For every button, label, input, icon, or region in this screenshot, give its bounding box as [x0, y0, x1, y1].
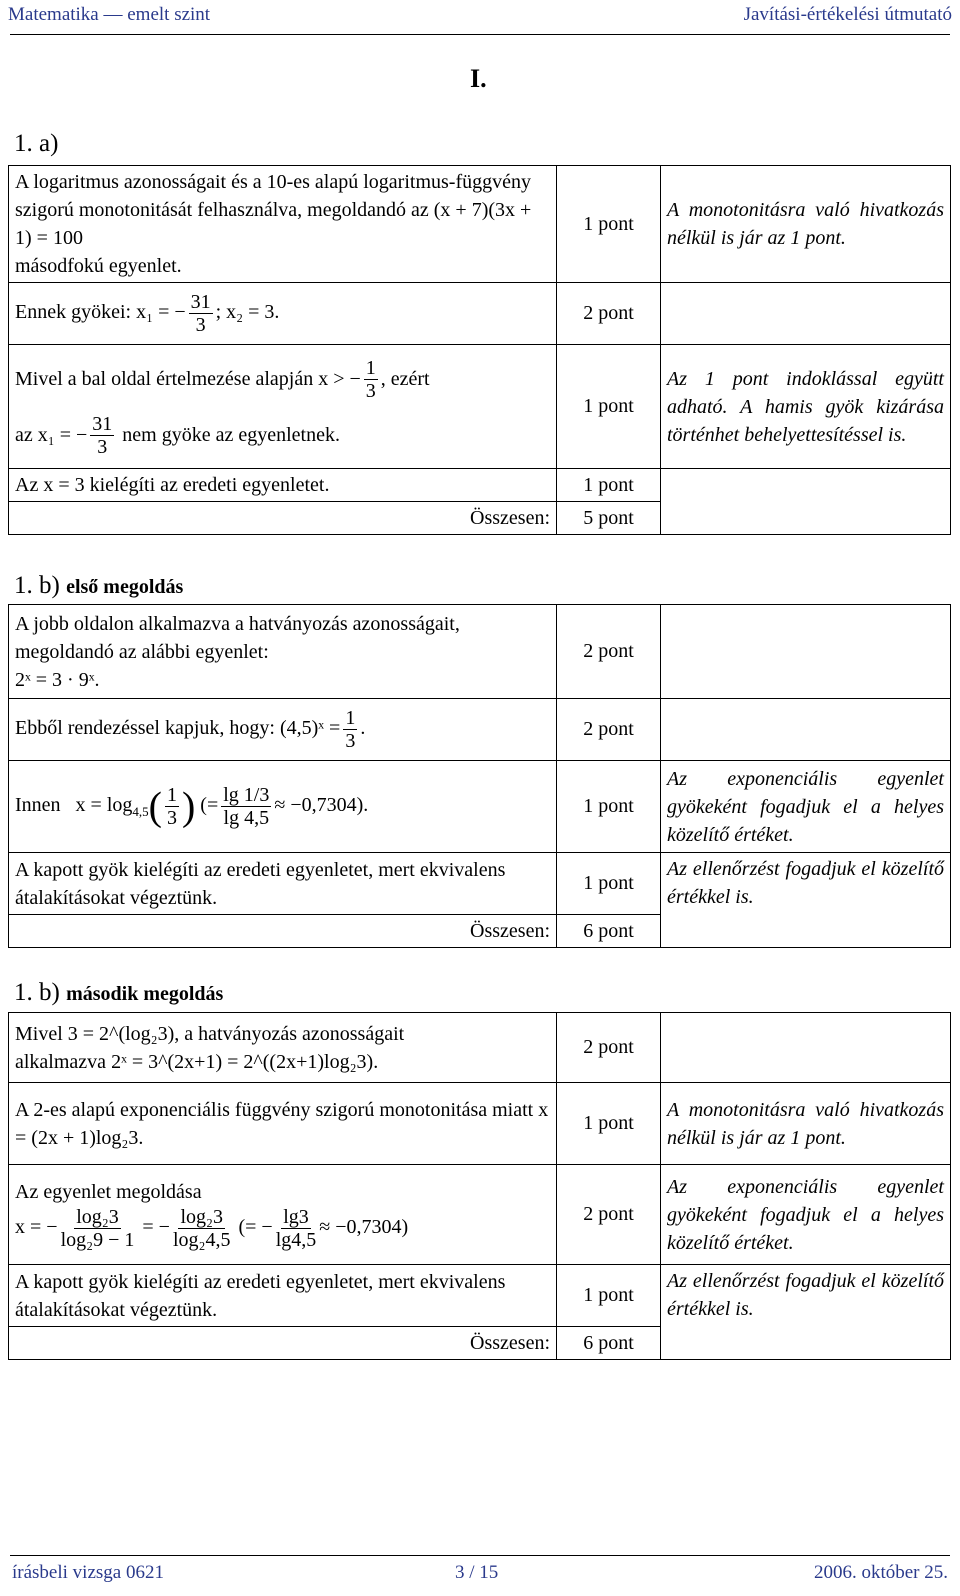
table-row: Ennek gyökei: x₁ = − $\frac{31}{3}$ ; x₂ = 3. 2 pont [9, 283, 951, 345]
footer-divider [10, 1555, 950, 1556]
page-number: 3 / 15 [455, 1562, 499, 1583]
points-cell: 2 pont [557, 605, 661, 699]
table-row: A jobb oldalon alkalmazva a hatványozás azonosságait, megoldandó az alábbi egyenlet: 2ˣ = 3 · 9ˣ. 2 pont [9, 605, 951, 699]
points-cell: 1 pont [557, 761, 661, 853]
table-row: A logaritmus azonosságait és a 10-es alapú logaritmus-függvény szigorú monotonitását felhasználva, megoldandó az (x + 7)(3x + 1) = 100 másodfokú egyenlet. 1 pont A monotonitásra való hivatkozás nélkül is jár az 1 pont. [9, 166, 951, 283]
table-row: Ebből rendezéssel kapjuk, hogy: (4,5)ˣ = $\frac{1}{3}$ . 2 pont [9, 699, 951, 761]
points-cell: 1 pont [557, 853, 661, 915]
table-row: Mivel a bal oldal értelmezése alapján x > − $\frac{1}{3}$ , ezért az x₁ = − $\frac{31}{3}$ nem gyöke az egyenletnek. 1 pont Az 1 pont indoklással együtt adható. A hamis gyök kizárása történhet behelyettesítéssel is. [9, 345, 951, 469]
note-cell: Az exponenciális egyenlet gyökeként fogadjuk el a helyes közelítő értéket. [661, 761, 951, 853]
task-1b1-title: 1. b) első megoldás [14, 572, 184, 599]
total-label: Összesen: [9, 1327, 557, 1360]
points-cell: 2 pont [557, 699, 661, 761]
points-cell: 1 pont [557, 345, 661, 469]
total-label: Összesen: [9, 502, 557, 535]
table-row: Az egyenlet megoldása x = − $\frac{\text{log₂3}}{\text{log₂9 − 1}}$ = − $\frac{\text{log₂3}}{\text{log₂4,5}}$ (= − $\frac{\lg 3}{\lg 4,5}$ ≈ −0,7304) 2 pont Az exponenciális egyenlet gyökeként fogadjuk el a helyes közelítő értéket. [9, 1165, 951, 1265]
task-1b2-title: 1. b) második megoldás [14, 979, 224, 1006]
note-cell: A monotonitásra való hivatkozás nélkül is jár az 1 pont. [661, 1083, 951, 1165]
points-cell: 2 pont [557, 283, 661, 345]
table-row: Mivel 3 = 2^(log₂3), a hatványozás azonosságait alkalmazva 2ˣ = 3^(2x+1) = 2^((2x+1)log₂3). 2 pont [9, 1013, 951, 1083]
points-cell: 1 pont [557, 469, 661, 502]
note-cell: A monotonitásra való hivatkozás nélkül is jár az 1 pont. [661, 166, 951, 283]
header-divider [10, 34, 950, 35]
note-cell: Az ellenőrzést fogadjuk el közelítő értékkel is. [661, 1265, 951, 1360]
note-cell: Az exponenciális egyenlet gyökeként fogadjuk el a helyes közelítő értéket. [661, 1165, 951, 1265]
points-cell: 1 pont [557, 1265, 661, 1327]
points-cell: 1 pont [557, 1083, 661, 1165]
points-cell: 1 pont [557, 166, 661, 283]
footer-left: írásbeli vizsga 0621 [12, 1562, 164, 1583]
task-1b2-table [8, 1012, 951, 1360]
fraction: $\frac{31}{3}$ [190, 291, 211, 336]
points-cell: 2 pont [557, 1013, 661, 1083]
total-points: 5 pont [557, 502, 661, 535]
page-header [0, 4, 960, 34]
points-cell: 2 pont [557, 1165, 661, 1265]
table-row: Innen $x = \log_{4,5}$( $\frac{1}{3}$ ) (= $\frac{\lg 1/3}{\lg 4,5}$ ≈ −0,7304). 1 pont Az exponenciális egyenlet gyökeként fogadjuk el a helyes közelítő értéket. [9, 761, 951, 853]
header-left: Matematika — emelt szint [8, 4, 211, 25]
total-points: 6 pont [557, 915, 661, 948]
task-1b1-table [8, 604, 951, 948]
table-row: A kapott gyök kielégíti az eredeti egyenletet, mert ekvivalens átalakításokat végeztünk. 1 pont Az ellenőrzést fogadjuk el közelítő értékkel is. [9, 1265, 951, 1327]
header-right: Javítási-értékelési útmutató [743, 4, 952, 25]
section-number: I. [470, 64, 487, 93]
task-1a-table [8, 165, 951, 535]
note-cell: Az 1 pont indoklással együtt adható. A hamis gyök kizárása történhet behelyettesítéssel is. [661, 345, 951, 469]
note-cell: Az ellenőrzést fogadjuk el közelítő értékkel is. [661, 853, 951, 948]
table-row: Az x = 3 kielégíti az eredeti egyenletet. 1 pont [9, 469, 951, 502]
total-label: Összesen: [9, 915, 557, 948]
table-row: A kapott gyök kielégíti az eredeti egyenletet, mert ekvivalens átalakításokat végeztünk. 1 pont Az ellenőrzést fogadjuk el közelítő értékkel is. [9, 853, 951, 915]
total-points: 6 pont [557, 1327, 661, 1360]
table-row: A 2-es alapú exponenciális függvény szigorú monotonitása miatt x = (2x + 1)log₂3. 1 pont A monotonitásra való hivatkozás nélkül is jár az 1 pont. [9, 1083, 951, 1165]
task-1a-title: 1. a) [14, 130, 59, 157]
footer-date: 2006. október 25. [813, 1562, 948, 1583]
